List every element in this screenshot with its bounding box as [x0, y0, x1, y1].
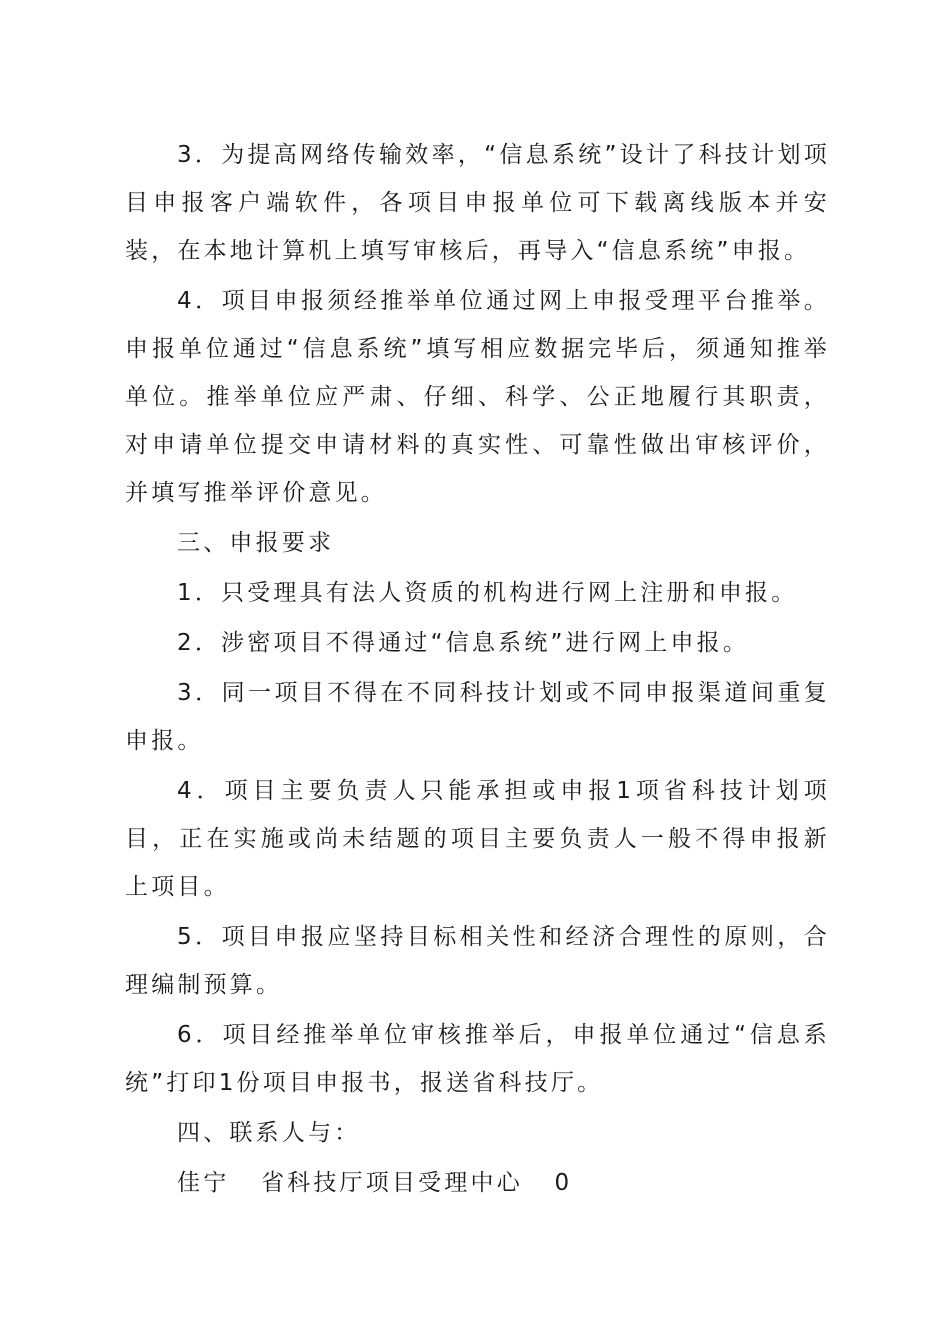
requirement-item-3: 3．同一项目不得在不同科技计划或不同申报渠道间重复申报。	[125, 680, 830, 754]
document-body	[125, 131, 830, 1207]
requirement-item-1: 1．只受理具有法人资质的机构进行网上注册和申报。	[177, 580, 798, 606]
contact-number: 0	[554, 1170, 573, 1196]
contact-name: 佳宁	[177, 1170, 230, 1196]
section-heading-requirements: 三、申报要求	[177, 530, 335, 556]
section-heading-contact: 四、联系人与：	[177, 1120, 361, 1146]
requirement-item-2: 2．涉密项目不得通过“信息系统”进行网上申报。	[177, 630, 750, 656]
paragraph-client-software: 3．为提高网络传输效率，“信息系统”设计了科技计划项目申报客户端软件，各项目申报单位可下载离线版本并安装，在本地计算机上填写审核后，再导入“信息系统”申报。	[125, 142, 830, 264]
requirement-item-5: 5．项目申报应坚持目标相关性和经济合理性的原则，合理编制预算。	[125, 924, 830, 998]
paragraph-recommendation: 4．项目申报须经推举单位通过网上申报受理平台推举。申报单位通过“信息系统”填写相应数据完毕后，须通知推举单位。推举单位应严肃、仔细、科学、公正地履行其职责，对申请单位提交申请材料的真实性、可靠性做出审核评价，并填写推举评价意见。	[125, 288, 830, 506]
contact-org: 省科技厅项目受理中心	[260, 1170, 523, 1196]
requirement-item-4: 4．项目主要负责人只能承担或申报1项省科技计划项目，正在实施或尚未结题的项目主要负责人一般不得申报新上项目。	[125, 778, 830, 900]
contact-line	[125, 1159, 830, 1207]
requirement-item-6: 6．项目经推举单位审核推举后，申报单位通过“信息系统”打印1份项目申报书，报送省科技厅。	[125, 1022, 830, 1096]
